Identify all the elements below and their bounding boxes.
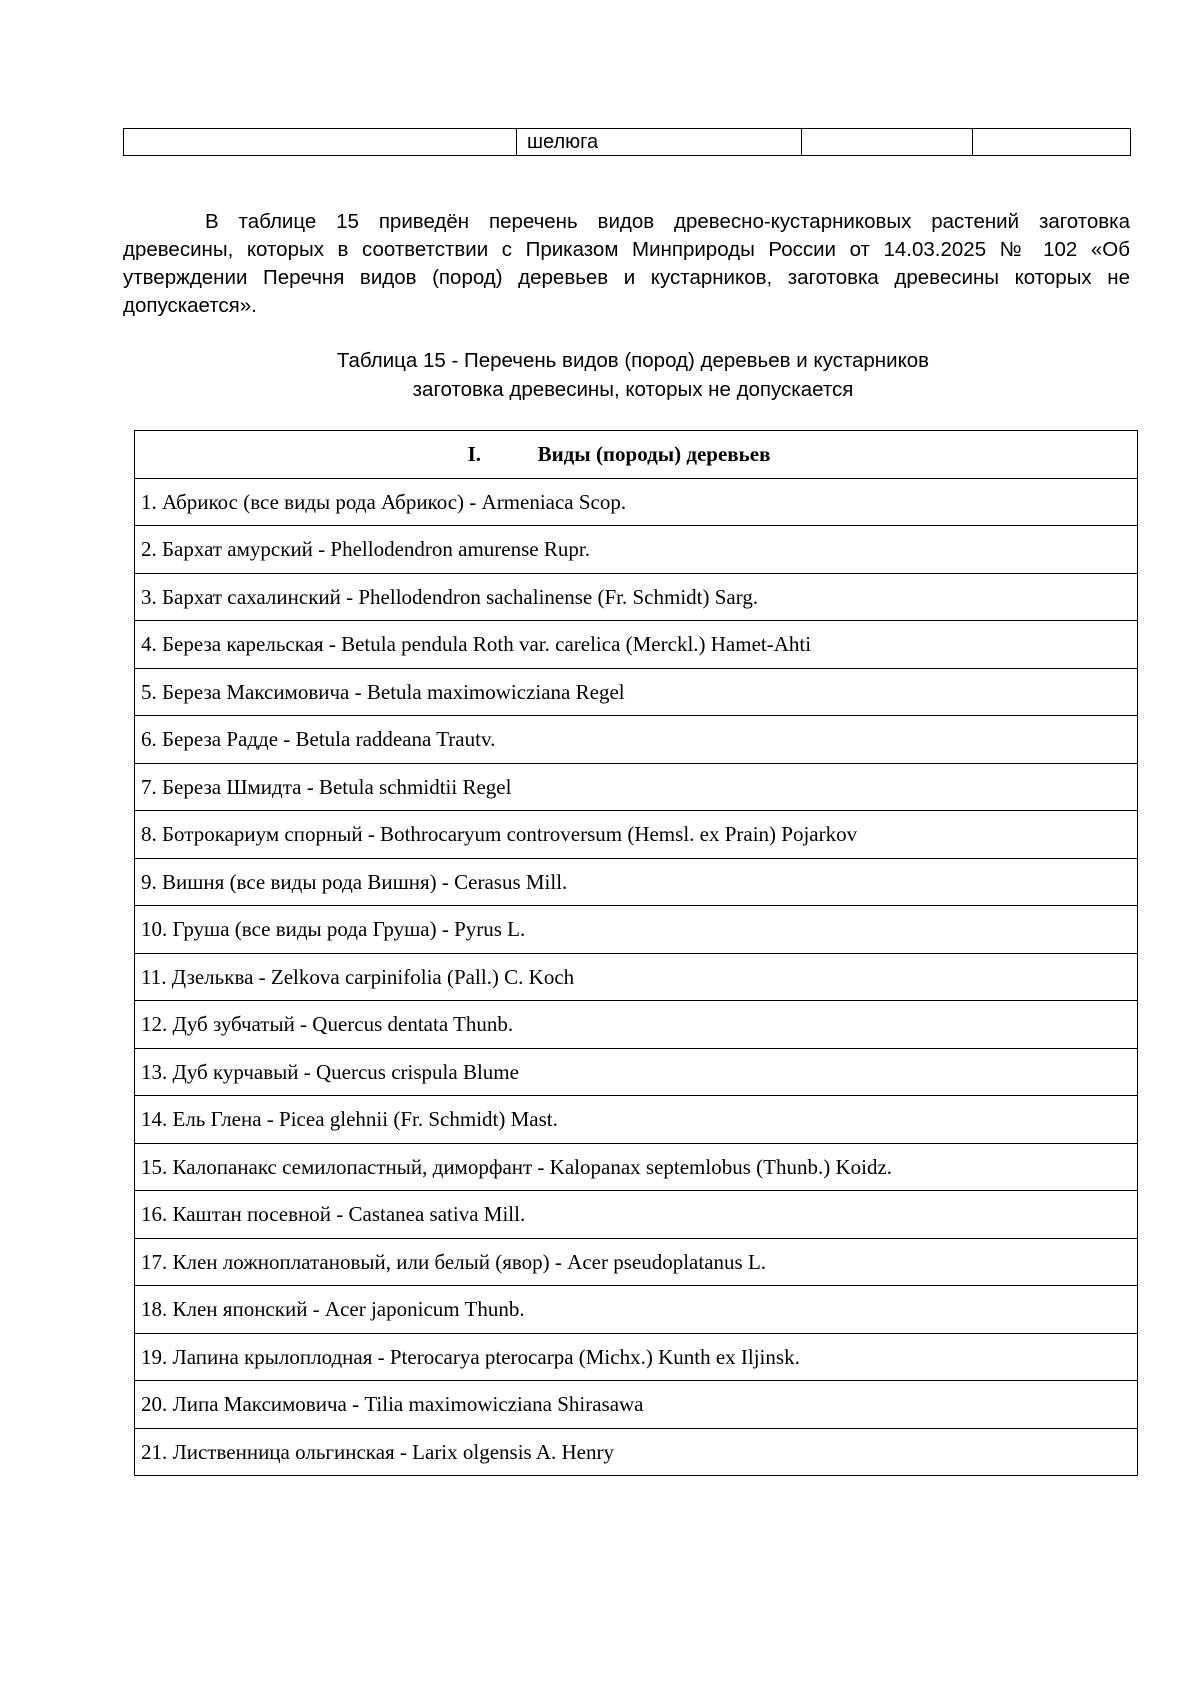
species-entry: 5. Береза Максимовича - Betula maximowicziana Regel bbox=[135, 668, 1138, 716]
table-cell bbox=[124, 129, 517, 156]
species-entry: 21. Лиственница ольгинская - Larix olgensis A. Henry bbox=[135, 1428, 1138, 1476]
species-entry: 1. Абрикос (все виды рода Абрикос) - Armeniaca Scop. bbox=[135, 478, 1138, 526]
species-entry: 3. Бархат сахалинский - Phellodendron sachalinense (Fr. Schmidt) Sarg. bbox=[135, 573, 1138, 621]
species-entry: 13. Дуб курчавый - Quercus crispula Blume bbox=[135, 1048, 1138, 1096]
table-header-row bbox=[135, 431, 1138, 479]
table-row bbox=[135, 1428, 1138, 1476]
table-row bbox=[135, 906, 1138, 954]
table-row bbox=[135, 526, 1138, 574]
body-paragraph: В таблице 15 приведён перечень видов древесно-кустарниковых растений заготовка древесины, которых в соответствии с Приказом Минприроды России от 14.03.2025 № 102 «Об утверждении Перечня видов (пород) деревьев и кустарников, заготовка древесины которых не допускается». bbox=[123, 210, 1130, 317]
species-entry: 9. Вишня (все виды рода Вишня) - Cerasus Mill. bbox=[135, 858, 1138, 906]
table-row bbox=[135, 478, 1138, 526]
continued-table-fragment bbox=[123, 128, 1131, 156]
species-entry: 17. Клен ложноплатановый, или белый (явор) - Acer pseudoplatanus L. bbox=[135, 1238, 1138, 1286]
species-entry: 8. Ботрокариум спорный - Bothrocaryum controversum (Hemsl. ex Prain) Pojarkov bbox=[135, 811, 1138, 859]
table-row bbox=[135, 953, 1138, 1001]
table-row bbox=[135, 1286, 1138, 1334]
section-header bbox=[468, 442, 771, 466]
table-row bbox=[135, 811, 1138, 859]
table-row bbox=[135, 1191, 1138, 1239]
species-entry: 11. Дзельква - Zelkova carpinifolia (Pall.) C. Koch bbox=[135, 953, 1138, 1001]
section-title: Виды (породы) деревьев bbox=[537, 442, 771, 467]
species-table-body bbox=[135, 478, 1138, 1476]
species-entry: 10. Груша (все виды рода Груша) - Pyrus L. bbox=[135, 906, 1138, 954]
species-entry: 12. Дуб зубчатый - Quercus dentata Thunb. bbox=[135, 1001, 1138, 1049]
table-cell bbox=[973, 129, 1131, 156]
species-entry: 2. Бархат амурский - Phellodendron amurense Rupr. bbox=[135, 526, 1138, 574]
table-row bbox=[135, 573, 1138, 621]
section-header-cell bbox=[135, 431, 1138, 479]
table-row bbox=[135, 1381, 1138, 1429]
species-entry: 18. Клен японский - Acer japonicum Thunb. bbox=[135, 1286, 1138, 1334]
species-entry: 16. Каштан посевной - Castanea sativa Mill. bbox=[135, 1191, 1138, 1239]
species-entry: 20. Липа Максимовича - Tilia maximowicziana Shirasawa bbox=[135, 1381, 1138, 1429]
table-row bbox=[135, 716, 1138, 764]
species-entry: 6. Береза Радде - Betula raddeana Trautv. bbox=[135, 716, 1138, 764]
table-row bbox=[135, 1096, 1138, 1144]
table-row bbox=[135, 1048, 1138, 1096]
table-row bbox=[135, 1333, 1138, 1381]
table-row bbox=[135, 668, 1138, 716]
species-entry: 19. Лапина крылоплодная - Pterocarya pterocarpa (Michx.) Kunth ex Iljinsk. bbox=[135, 1333, 1138, 1381]
table-cell: шелюга bbox=[517, 129, 802, 156]
table-row bbox=[135, 1001, 1138, 1049]
table-row bbox=[135, 763, 1138, 811]
table-caption bbox=[123, 346, 1143, 404]
species-entry: 15. Калопанакс семилопастный, диморфант - Kalopanax septemlobus (Thunb.) Koidz. bbox=[135, 1143, 1138, 1191]
table-caption-line: Таблица 15 - Перечень видов (пород) деревьев и кустарников bbox=[336, 349, 930, 372]
table-caption-line: заготовка древесины, которых не допускается bbox=[412, 378, 854, 401]
species-entry: 4. Береза карельская - Betula pendula Roth var. carelica (Merckl.) Hamet-Ahti bbox=[135, 621, 1138, 669]
species-table bbox=[134, 430, 1138, 1476]
table-row bbox=[135, 1143, 1138, 1191]
table-row bbox=[135, 1238, 1138, 1286]
species-entry: 7. Береза Шмидта - Betula schmidtii Regel bbox=[135, 763, 1138, 811]
table-row bbox=[135, 858, 1138, 906]
table-row bbox=[124, 129, 1131, 156]
species-entry: 14. Ель Глена - Picea glehnii (Fr. Schmidt) Mast. bbox=[135, 1096, 1138, 1144]
table-row bbox=[135, 621, 1138, 669]
table-cell bbox=[802, 129, 973, 156]
section-number: I. bbox=[467, 442, 481, 467]
